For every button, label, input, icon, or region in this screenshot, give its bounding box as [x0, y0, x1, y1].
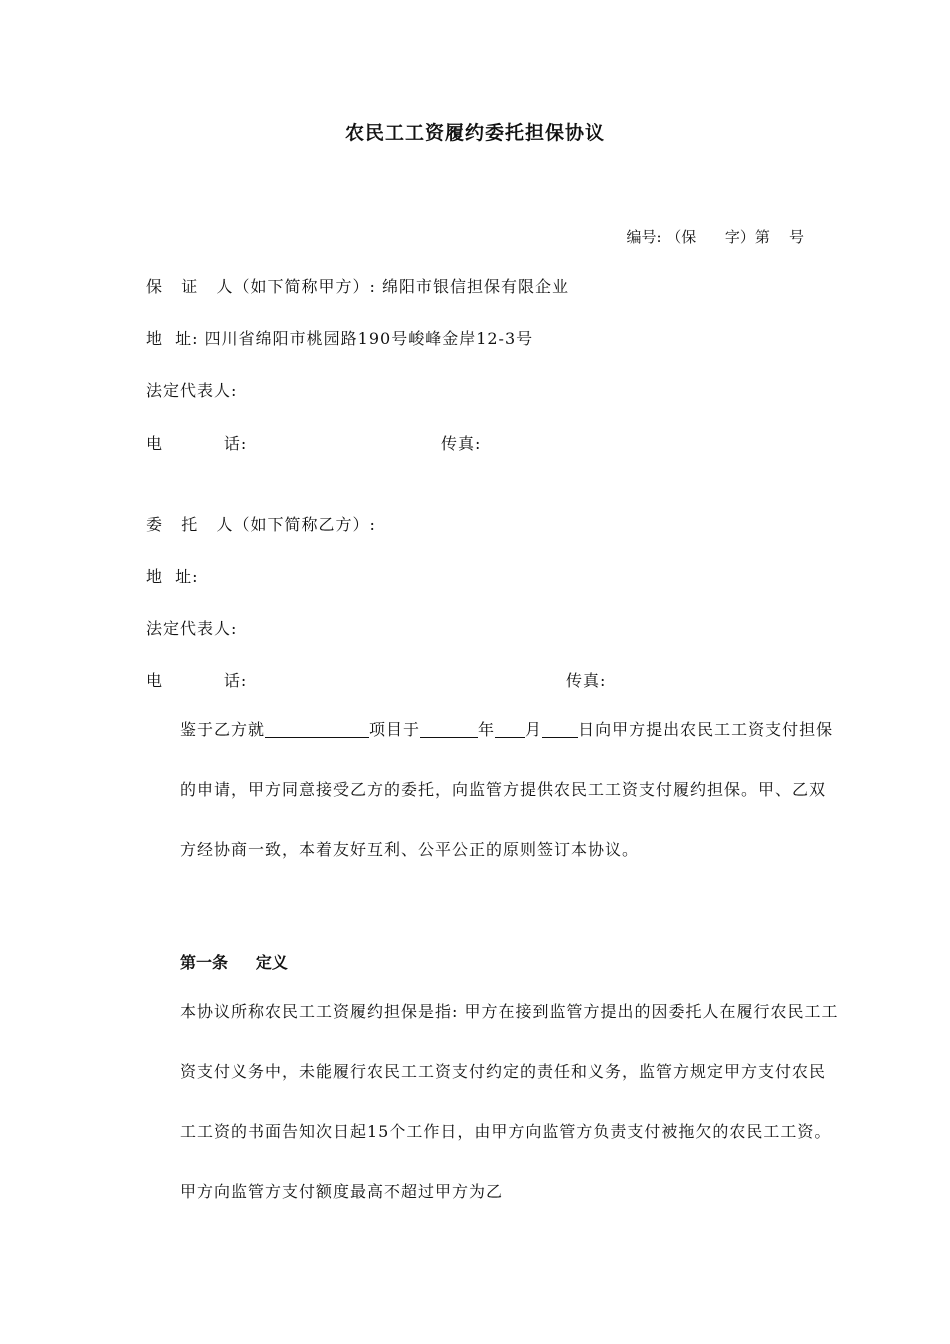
article-1-body: 本协议所称农民工工资履约担保是指: 甲方在接到监管方提出的因委托人在履行农民工工资支付义务中，未能履行农民工工资支付约定的责任和义务，监管方规定甲方支付农民工工资的书面告知次日起15个工作日，由甲方向监管方负责支付被拖欠的农民工工资。甲方向监管方支付额度最高不超过甲方为乙: [180, 1002, 839, 1201]
day-blank[interactable]: [542, 720, 578, 738]
intro-text-4: 月: [525, 720, 543, 739]
intro-text-1: 鉴于乙方就: [180, 720, 266, 739]
party-a-address: 地 址: 四川省绵阳市桃园路190号峻峰金岸12-3号: [146, 329, 534, 348]
party-a-name: 保 证 人（如下简称甲方）: 绵阳市银信担保有限企业: [146, 277, 569, 296]
document-title: 农民工工资履约委托担保协议: [344, 122, 605, 144]
intro-text-5: 日向甲方提出农民工工资支付担保的申请，甲方同意接受乙方的委托，向监管方提供农民工工资支付履约担保。甲、乙双方经协商一致，本着友好互利、公平公正的原则签订本协议。: [180, 720, 834, 859]
year-blank[interactable]: [420, 720, 478, 738]
party-a-phone: 电 话:: [146, 434, 248, 453]
serial-number: 编号: （保 字）第 号: [626, 228, 804, 246]
party-b-phone: 电 话:: [146, 671, 248, 690]
intro-text-2: 项目于: [369, 720, 421, 739]
intro-paragraph: [146, 700, 840, 880]
project-blank[interactable]: [265, 720, 369, 738]
party-b-legal-rep: 法定代表人:: [146, 619, 238, 638]
party-b-name: 委 托 人（如下简称乙方）:: [146, 515, 376, 534]
party-a-legal-rep: 法定代表人:: [146, 381, 238, 400]
month-blank[interactable]: [495, 720, 525, 738]
party-b-fax: 传真:: [566, 671, 607, 690]
intro-text-3: 年: [478, 720, 496, 739]
party-b-address: 地 址:: [146, 567, 199, 586]
party-a-fax: 传真:: [441, 434, 482, 453]
article-1-heading: 第一条 定义: [180, 953, 288, 972]
